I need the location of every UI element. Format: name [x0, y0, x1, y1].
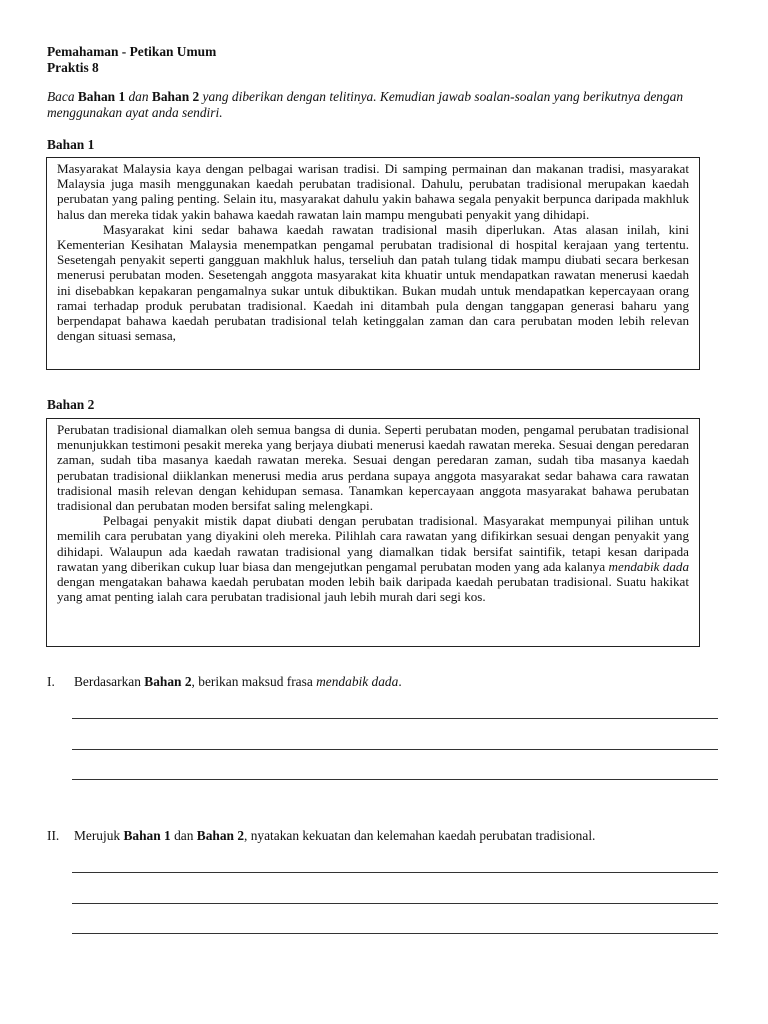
question-bold: Bahan 2: [144, 674, 192, 689]
bahan1-label: Bahan 1: [47, 137, 95, 152]
question-text: Merujuk: [74, 828, 124, 843]
bahan2-passage-box: [46, 418, 700, 647]
question-number: II.: [47, 828, 60, 843]
answer-line[interactable]: [72, 749, 718, 750]
bahan1-passage-box: [46, 157, 700, 370]
bahan2-label: Bahan 2: [47, 397, 95, 412]
question-text: Berdasarkan: [74, 674, 145, 689]
answer-line[interactable]: [72, 779, 718, 780]
bahan1-paragraph-2: Masyarakat kini sedar bahawa kaedah rawatan tradisional masih diperlukan. Atas alasan inilah, kini Kementerian Kesihatan Malaysia menempatkan pengamal perubatan tradisional di hospital kerajaan yang tertentu. Sesetengah penyakit seperti gangguan makhluk halus, terseliuh dan patah tulang tidak mampu diubati secara berkesan menerusi perubatan moden. Sesetengah anggota masyarakat kita khuatir untuk mendapatkan rawatan menerusi kaedah ini disebabkan kepakaran pengamalnya sukar untuk dibuktikan. Bukan mudah untuk mendapatkan kepercayaan orang ramai terhadap produk perubatan tradisional. Kaedah ini ditambah pula dengan tanggapan generasi baharu yang berpendapat bahawa kaedah perubatan tradisional telah ketinggalan zaman dan cara perubatan moden lebih relevan dengan situasi semasa,: [57, 221, 689, 344]
answer-line[interactable]: [72, 903, 718, 904]
instruction-part: yang diberikan dengan telitinya. Kemudian jawab soalan-soalan yang berikutnya dengan menggunakan ayat anda sendiri.: [47, 89, 684, 120]
instruction-part: Baca: [47, 89, 78, 104]
question-2: [47, 828, 723, 844]
question-1: [47, 674, 723, 690]
question-bold: Bahan 1: [123, 828, 171, 843]
bahan2-text: Pelbagai penyakit mistik dapat diubati dengan perubatan tradisional. Masyarakat mempunyai pilihan untuk memilih cara perubatan yang diyakini oleh mereka. Pilihlah cara rawatan yang difikirkan sesuai dengan penyakit yang dihidapi. Walaupun ada kaedah rawatan tradisional yang diamalkan tidak bersifat saintifik, tetapi kesan daripada rawatan yang diberikan cukup luar biasa dan mengejutkan pengamal perubatan moden yang ada kalanya: [57, 513, 689, 574]
instruction-text: [47, 89, 723, 121]
page-title: Pemahaman - Petikan Umum: [47, 44, 217, 59]
question-term: mendabik dada: [316, 674, 399, 689]
question-text: , nyatakan kekuatan dan kelemahan kaedah perubatan tradisional.: [244, 828, 596, 843]
instruction-bold: Bahan 1: [77, 89, 126, 104]
header: [47, 44, 216, 76]
page-subtitle: Praktis 8: [47, 60, 99, 75]
question-text: .: [398, 674, 402, 689]
instruction-bold: Bahan 2: [151, 89, 200, 104]
question-bold: Bahan 2: [196, 828, 245, 843]
bahan2-term: mendabik dada: [608, 558, 689, 574]
bahan2-paragraph-2: [57, 513, 689, 604]
answer-line[interactable]: [72, 933, 718, 934]
instruction-part: dan: [125, 89, 152, 104]
bahan1-paragraph-1: Masyarakat Malaysia kaya dengan pelbagai warisan tradisi. Di samping permainan dan makanan tradisi, masyarakat Malaysia juga masih menggunakan kaedah perubatan tradisional. Dahulu, perubatan tradisional merupakan kaedah perubatan yang paling penting. Selain itu, masyarakat dahulu yakin bahawa segala penyakit berpunca daripada makhluk halus dan mereka tidak yakin bahawa kaedah rawatan lain mampu mengubati penyakit yang dihidapi.: [57, 161, 689, 222]
question-text: dan: [170, 828, 197, 843]
bahan2-paragraph-1: Perubatan tradisional diamalkan oleh semua bangsa di dunia. Seperti perubatan moden, pengamal perubatan tradisional menunjukkan testimoni pesakit mereka yang berjaya diubati menerusi kaedah rawatan mereka. Sesuai dengan peredaran zaman, sudah tiba masanya kaedah rawatan mereka. Sesuai dengan peredaran zaman, sudah tiba masanya kaedah perubatan tradisional diiklankan menerusi media arus perdana supaya anggota masyarakat sedar bahawa cara rawatan tradisional masih relevan dengan kehidupan semasa. Tanamkan kepercayaan anggota masyarakat bahawa perubatan tradisional dan perubatan moden bersifat saling melengkapi.: [57, 422, 689, 514]
question-text: , berikan maksud frasa: [191, 674, 317, 689]
answer-line[interactable]: [72, 718, 718, 719]
question-number: I.: [47, 674, 55, 689]
answer-line[interactable]: [72, 872, 718, 873]
bahan2-text: dengan mengatakan bahawa kaedah perubatan moden lebih baik daripada kaedah perubatan tradisional. Suatu hakikat yang amat penting ialah cara perubatan tradisional jauh lebih murah dari segi kos.: [57, 574, 689, 605]
